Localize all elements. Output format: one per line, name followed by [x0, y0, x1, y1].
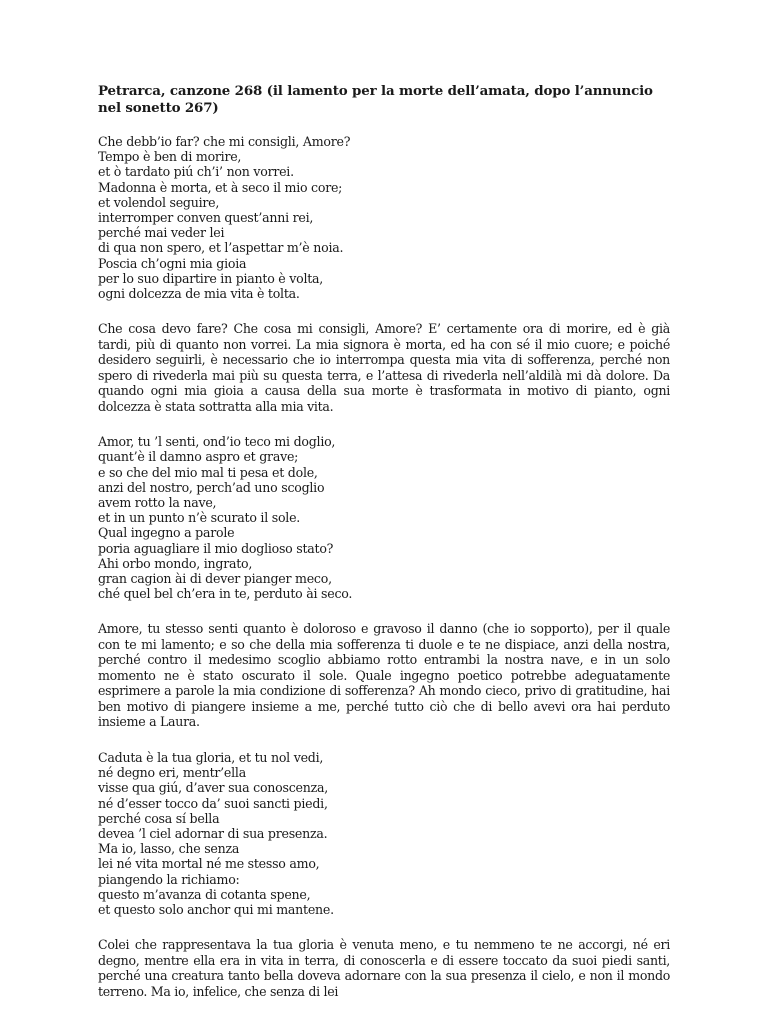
verse-line: Che debb’io far? che mi consigli, Amore? — [98, 134, 351, 149]
verse-line: Amor, tu ’l senti, ond’io teco mi doglio, — [98, 434, 336, 450]
verse-line: Qual ingegno a parole — [98, 525, 235, 541]
verse-line: e so che del mio mal ti pesa et dole, — [98, 464, 318, 480]
verse-line: né d’esser tocco da’ suoi sancti piedi, — [98, 795, 328, 811]
verse-line: avem rotto la nave, — [98, 495, 217, 511]
paraphrase-2: Amore, tu stesso senti quanto è doloroso e gravoso il danno (che io sopporto), per il quale con te mi lamento; e so che della mia sofferenza ti duole e te ne dispiace, anzi della nostra, perché contro il medesimo scoglio abbiamo rotto entrambi la nostra nave, e in un solo momento ne è stato oscurato il sole. Quale ingegno poetico potrebbe adeguatamente esprimere a parole la mia condizione di sofferenza? Ah mondo cieco, privo di gratitudine, hai ben motivo di piangere insieme a me, perché tutto ciò che di bello avevi ora hai perduto insieme a Laura. — [98, 621, 670, 730]
verse-line: gran cagion ài di dever pianger meco, — [98, 571, 332, 587]
verse-line: interromper conven quest’anni rei, — [98, 210, 314, 226]
verse-line: et ò tardato piú ch’i’ non vorrei. — [98, 164, 294, 180]
verse-line: anzi del nostro, perch’ad uno scoglio — [98, 479, 325, 495]
verse-line: Ma io, lasso, che senza — [98, 841, 240, 857]
verse-line: di qua non spero, et l’aspettar m’è noia. — [98, 240, 344, 256]
verse-line: per lo suo dipartire in pianto è volta, — [98, 270, 324, 286]
verse-line: Tempo è ben di morire, — [98, 149, 242, 165]
verse-line: lei né vita mortal né me stesso amo, — [98, 856, 320, 872]
verse-line: et questo solo anchor qui mi mantene. — [98, 902, 334, 917]
stanza-2 — [98, 434, 670, 601]
verse-line: et in un punto n’è scurato il sole. — [98, 510, 301, 526]
verse-line: né degno eri, mentr’ella — [98, 765, 246, 781]
verse-line: devea ’l ciel adornar di sua presenza. — [98, 825, 328, 841]
stanza-3 — [98, 750, 670, 917]
verse-line: perché cosa sí bella — [98, 810, 220, 826]
verse-line: et volendol seguire, — [98, 194, 220, 210]
paraphrase-1: Che cosa devo fare? Che cosa mi consigli, Amore? E’ certamente ora di morire, ed è già tardi, più di quanto non vorrei. La mia signora è morta, ed ha con sé il mio cuore; e poiché desidero seguirli, è necessario che io interrompa questa mia vita di sofferenza, perché non spero di rivederla mai più su questa terra, e l’attesa di rivederla nell’aldilà mi dà dolore. Da quando ogni mia gioia a causa della sua morte è trasformata in motivo di pianto, ogni dolcezza è stata sottratta alla mia vita. — [98, 321, 670, 414]
verse-line: Ahi orbo mondo, ingrato, — [98, 555, 253, 571]
stanza-1 — [98, 134, 670, 301]
verse-line: quant’è il damno aspro et grave; — [98, 449, 299, 465]
paraphrase-3: Colei che rappresentava la tua gloria è venuta meno, e tu nemmeno te ne accorgi, né eri degno, mentre ella era in vita in terra, di conoscerla e di essere toccato da suoi piedi santi, perché una creatura tanto bella doveva adornare con la sua presenza il cielo, e non il mondo terreno. Ma io, infelice, che senza di lei — [98, 937, 670, 999]
verse-line: Poscia ch’ogni mia gioia — [98, 255, 247, 271]
verse-line: ché quel bel ch’era in te, perduto ài seco. — [98, 586, 353, 602]
verse-line: Caduta è la tua gloria, et tu nol vedi, — [98, 749, 324, 765]
verse-line: perché mai veder lei — [98, 225, 225, 241]
verse-line: poria aguagliare il mio doglioso stato? — [98, 540, 334, 556]
verse-line: Madonna è morta, et à seco il mio core; — [98, 179, 343, 195]
verse-line: visse qua giú, d’aver sua conoscenza, — [98, 780, 328, 796]
verse-line: piangendo la richiamo: — [98, 871, 240, 887]
verse-line: ogni dolcezza de mia vita è tolta. — [98, 286, 300, 302]
document-title: Petrarca, canzone 268 (il lamento per la morte dell’amata, dopo l’annuncio nel sonetto 267) — [98, 83, 653, 116]
verse-line: questo m’avanza di cotanta spene, — [98, 886, 311, 902]
